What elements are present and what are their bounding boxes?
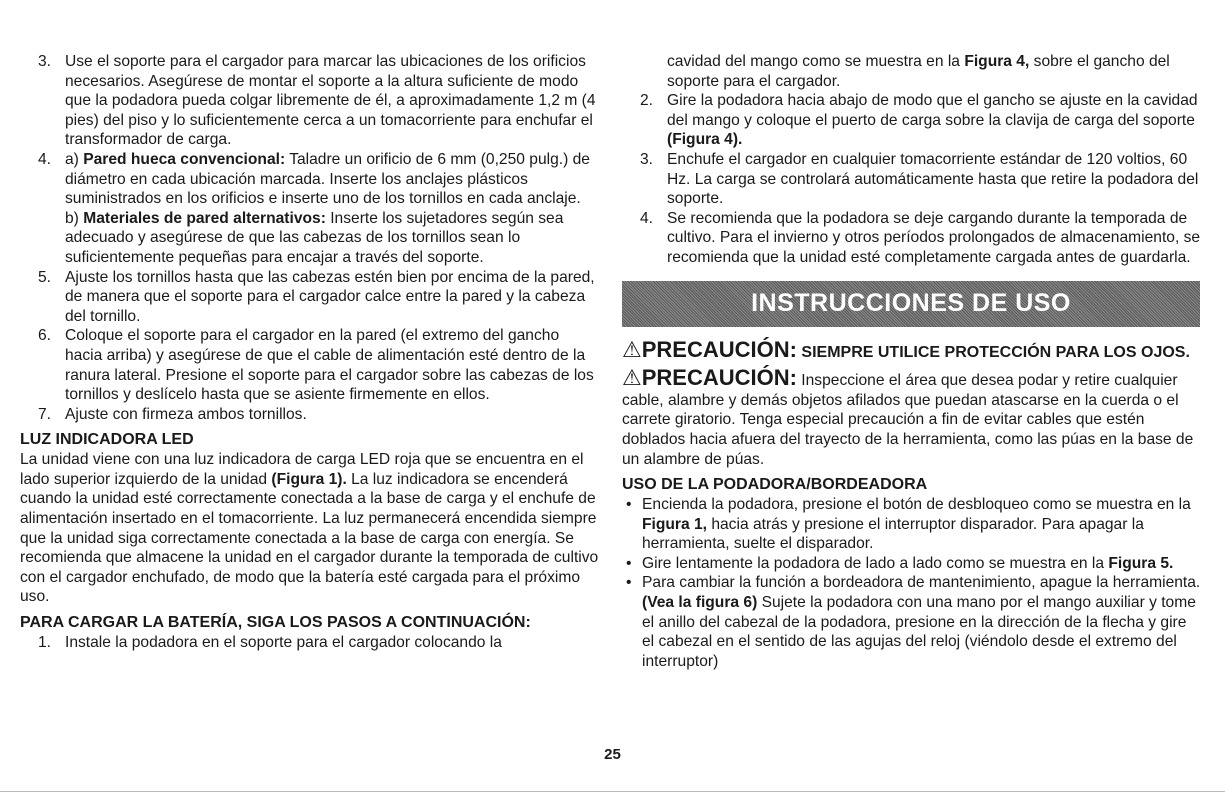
left-column xyxy=(20,52,600,653)
led-text-part: La unidad viene con una luz indicadora de carga LED roja que se encuentra en el lado superior izquierdo de la unidad xyxy=(20,451,584,488)
charge-step-4 xyxy=(622,209,1202,268)
install-step-5 xyxy=(20,268,600,327)
step-text: Instale la podadora en el soporte para el cargador colocando la xyxy=(65,634,502,652)
step-number: 6. xyxy=(38,327,52,345)
bullet-text: Gire lentamente la podadora de lado a lado como se muestra en la xyxy=(642,554,1109,572)
step-text: cavidad del mango como se muestra en la xyxy=(667,53,965,70)
install-step-7 xyxy=(20,405,600,425)
step-text: Ajuste con firmeza ambos tornillos. xyxy=(65,405,307,423)
charge-step-2 xyxy=(622,91,1202,150)
sub-text: Taladre un orificio de 6 mm (0,250 pulg.) de diámetro en cada ubicación marcada. Inserte los anclajes plásticos suministrados en los orificios e inserte uno de los tornillos en cada anclaje. xyxy=(65,150,590,208)
step-text: Se recomienda que la podadora se deje cargando durante la temporada de cultivo. Para el invierno y otros períodos prolongados de almacenamiento, se recomienda que la unidad esté completamente cargada antes de guardarla. xyxy=(667,209,1201,266)
sub-text: Inserte los sujetadores según sea adecuado y asegúrese de que las cabezas de los tornillos sean lo suficientemente pequeñas para encajar a través del soporte. xyxy=(65,209,564,266)
figure-reference: (Figura 4). xyxy=(667,131,743,149)
figure-reference: Figura 4, xyxy=(964,53,1030,70)
led-paragraph xyxy=(20,450,600,607)
sub-heading: Pared hueca convencional: xyxy=(83,150,286,168)
warning-triangle-icon: ⚠ xyxy=(622,336,642,362)
section-banner xyxy=(622,281,1200,327)
charge-step-1-continued xyxy=(622,52,1202,91)
list-item xyxy=(622,554,1202,574)
sub-heading: Materiales de pared alternativos: xyxy=(83,209,326,227)
step-text: Enchufe el cargador en cualquier tomacorriente estándar de 120 voltios, 60 Hz. La carga se controlará automáticamente hasta que retire la podadora del soporte. xyxy=(667,150,1199,208)
step-number: 2. xyxy=(640,92,654,110)
step-number: 4. xyxy=(640,209,654,227)
figure-reference: Figura 1, xyxy=(642,515,707,533)
bullet-icon: • xyxy=(626,496,632,514)
step-number: 7. xyxy=(38,405,52,423)
bullet-icon: • xyxy=(626,554,632,572)
right-column xyxy=(622,52,1202,671)
banner-title: INSTRUCCIONES DE USO xyxy=(751,288,1071,317)
warning-triangle-icon: ⚠ xyxy=(622,365,642,391)
step-text: Gire la podadora hacia abajo de modo que el gancho se ajuste en la cavidad del mango y coloque el puerto de carga sobre la clavija de carga del soporte xyxy=(667,92,1198,129)
charge-step-3 xyxy=(622,150,1202,209)
bullet-text: Encienda la podadora, presione el botón de desbloqueo como se muestra en la xyxy=(642,496,1191,514)
page-number: 25 xyxy=(604,746,621,763)
step-text: Coloque el soporte para el cargador en la pared (el extremo del gancho hacia arriba) y asegúrese de que el cable de alimentación esté dentro de la ranura lateral. Presione el soporte para el cargador sobre las cabezas de los tornillos y deslícelo hasta que se asiente firmemente en ellos. xyxy=(65,327,594,404)
step-number: 5. xyxy=(38,268,52,286)
step-text: Ajuste los tornillos hasta que las cabezas estén bien por encima de la pared, de manera que el soporte para el cargador calce entre la pared y la cabeza del tornillo. xyxy=(65,268,595,325)
list-item xyxy=(622,495,1202,554)
step-number: 4. xyxy=(38,150,52,168)
install-step-3 xyxy=(20,52,600,150)
caution-eye-protection xyxy=(622,336,1202,363)
led-heading: LUZ INDICADORA LED xyxy=(20,431,194,449)
figure-reference: Figura 5. xyxy=(1108,554,1174,572)
bullet-text: hacia atrás y presione el interruptor disparador. Para apagar la herramienta, suelte el disparador. xyxy=(642,515,1144,553)
bottom-rule xyxy=(0,791,1225,792)
figure-reference: (Figura 1). xyxy=(271,470,347,488)
step-text: sobre el gancho del soporte para el cargador. xyxy=(667,53,1170,90)
step-number: 3. xyxy=(640,150,654,168)
caution-text: Inspeccione el área que desea podar y retire cualquier cable, alambre y demás objetos afilados que puedan atascarse en la cuerda o el carrete giratorio. Tenga especial precaución a fin de evitar cables que estén doblados hacia afuera del trayecto de la herramienta, como las púas en la base de un alambre de púas. xyxy=(622,372,1194,468)
step-number: 1. xyxy=(38,634,52,652)
sub-label: a) xyxy=(65,150,79,168)
bullet-icon: • xyxy=(626,574,632,592)
uso-heading: USO DE LA PODADORA/BORDEADORA xyxy=(622,476,928,494)
caution-word: PRECAUCIÓN: xyxy=(641,336,797,362)
figure-reference: (Vea la figura 6) xyxy=(642,594,758,612)
sub-label: b) xyxy=(65,209,79,227)
step-text: Use el soporte para el cargador para marcar las ubicaciones de los orificios necesarios. Asegúrese de montar el soporte a la altura suficiente de modo que la podadora pueda colgar libremente de él, a aproximadamente 1,2 m (4 pies) del piso y lo suficientemente cerca a un tomacorriente para enchufar el transformador de carga. xyxy=(65,53,596,149)
bullet-text: Sujete la podadora con una mano por el mango auxiliar y tome el anillo del cabezal de la podadora, presione en la dirección de la flecha y gire el cabezal en el sentido de las agujas del reloj (viéndolo desde el extremo del interruptor) xyxy=(642,594,1196,670)
install-step-6 xyxy=(20,326,600,404)
step-number: 3. xyxy=(38,53,52,70)
install-step-4b xyxy=(20,209,600,268)
install-step-4a xyxy=(20,150,600,209)
charge-step-1 xyxy=(20,633,600,653)
caution-text: SIEMPRE UTILICE PROTECCIÓN PARA LOS OJOS. xyxy=(796,343,1190,361)
led-text-part: La luz indicadora se encenderá cuando la unidad esté correctamente conectada a la base de carga y el enchufe de alimentación insertado en el tomacorriente. La luz permanecerá encendida siempre que la unidad siga correctamente conectada a la base de carga con energía. Se recomienda que almacene la unidad en el cargador durante la temporada de cultivo con el cargador enchufado, de modo que la batería esté cargada para el próximo uso. xyxy=(20,470,599,606)
caution-inspect-area xyxy=(622,365,1202,469)
bullet-text: Para cambiar la función a bordeadora de mantenimiento, apague la herramienta. xyxy=(642,574,1201,592)
caution-word: PRECAUCIÓN: xyxy=(641,365,797,391)
charge-heading: PARA CARGAR LA BATERÍA, SIGA LOS PASOS A CONTINUACIÓN: xyxy=(20,614,531,632)
list-item xyxy=(622,573,1202,671)
